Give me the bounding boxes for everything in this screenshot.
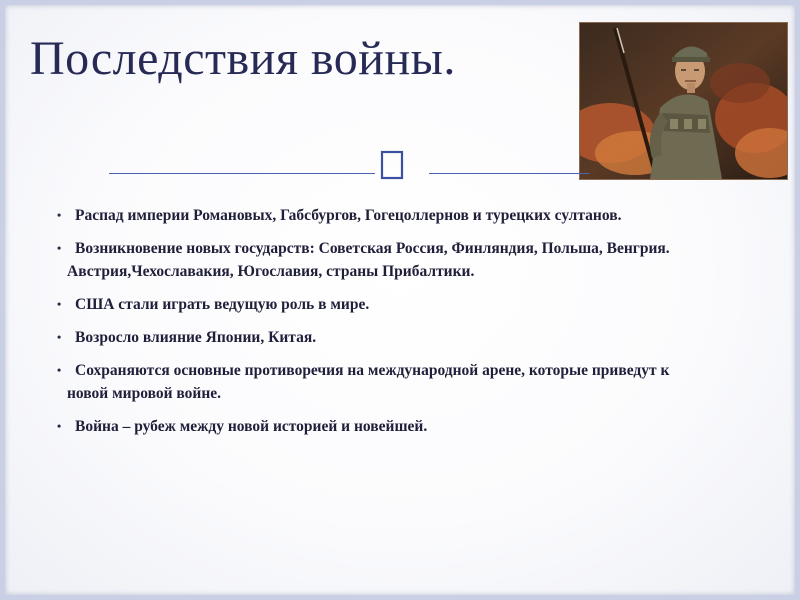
divider-right (429, 173, 589, 174)
missing-glyph-icon (380, 150, 404, 180)
bullet-dot: • (57, 297, 62, 311)
list-item (57, 204, 707, 227)
bullet-dot: • (57, 330, 62, 344)
bullet-text: Сохраняются основные противоречия на международной арене, которые приведут к новой мировой войне. (67, 362, 670, 402)
divider-left (109, 173, 375, 174)
bullet-text: Возникновение новых государств: Советская Россия, Финляндия, Польша, Венгрия. Австрия,Чехославакия, Югославия, страны Прибалтики. (67, 240, 670, 280)
slide-title: Последствия войны. (30, 32, 456, 85)
list-item (57, 293, 707, 316)
slide (5, 5, 795, 595)
bullet-text: Возросло влияние Японии, Китая. (75, 329, 317, 346)
list-item (57, 415, 707, 438)
bullet-list (57, 204, 707, 448)
bullet-text: США стали играть ведущую роль в мире. (75, 296, 370, 313)
list-item (57, 326, 707, 349)
bullet-dot: • (57, 363, 62, 377)
bullet-dot: • (57, 241, 62, 255)
list-item (57, 237, 707, 283)
bullet-dot: • (57, 208, 62, 222)
bullet-text: Распад империи Романовых, Габсбургов, Гогецоллернов и турецких султанов. (75, 207, 622, 224)
bullet-text: Война – рубеж между новой историей и новейшей. (75, 418, 428, 435)
bullet-dot: • (57, 419, 62, 433)
soldier-poster-image (579, 22, 788, 180)
list-item (57, 359, 707, 405)
soldier-poster-illustration (580, 23, 787, 179)
